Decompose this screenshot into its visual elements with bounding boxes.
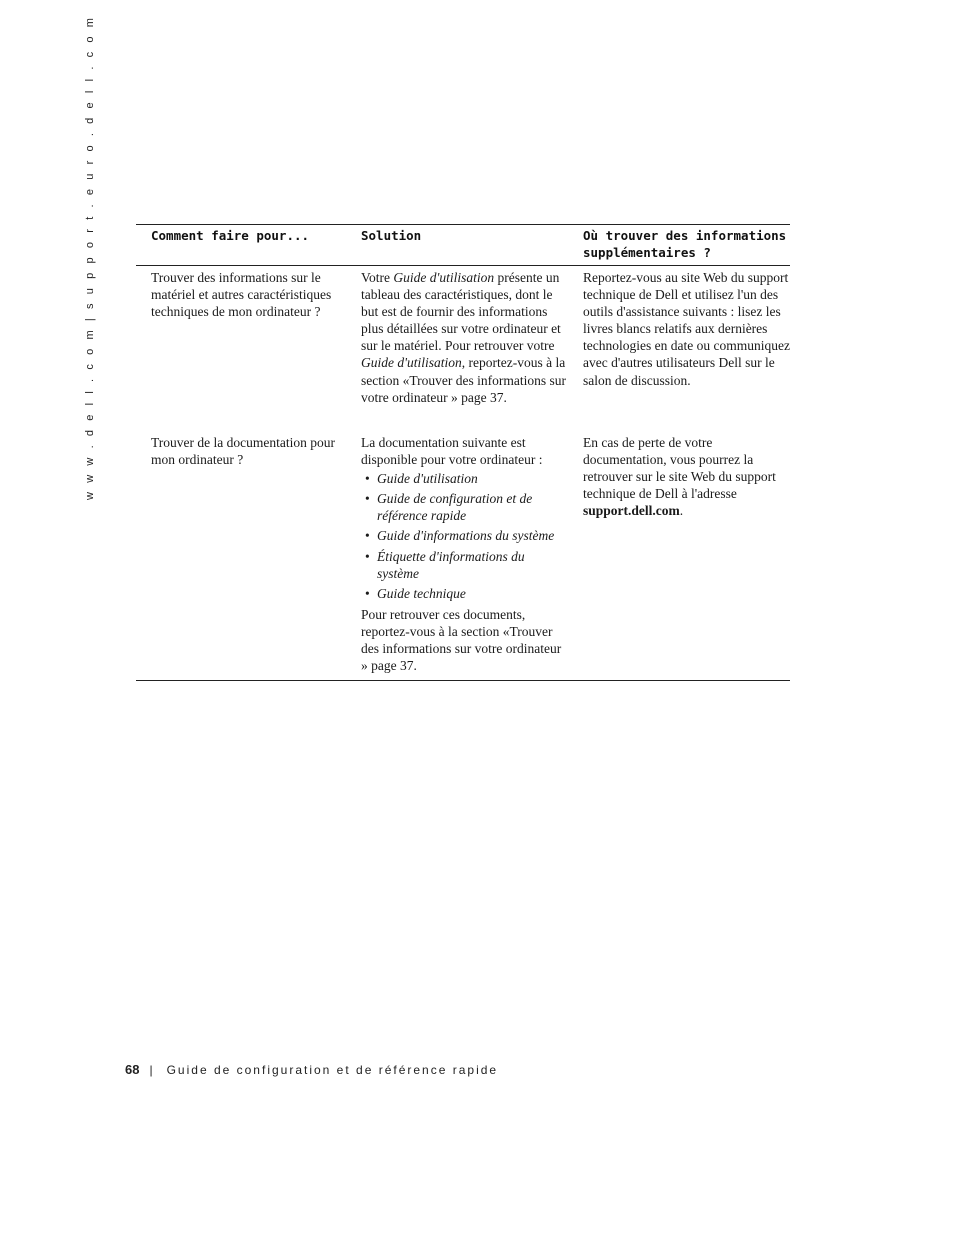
row2-solution — [346, 434, 568, 674]
row1-solution-text-a: Votre — [361, 270, 394, 285]
row1-solution-text-c: présente un tableau des caractéristiques, dont le but est de fournir des informations plus détaillées sur votre ordinateur et sur le matériel. Pour retrouver votre — [361, 270, 561, 354]
side-url-text: w w w . d e l l . c o m | s u p p o r t . e u r o . d e l l . c o m — [84, 14, 96, 500]
footer-separator: | — [149, 1063, 153, 1077]
footer-title: Guide de configuration et de référence rapide — [166, 1063, 499, 1077]
table-row — [136, 266, 790, 430]
page-footer — [125, 1062, 498, 1077]
row1-guide-title-a: Guide d'utilisation — [393, 270, 495, 285]
list-item: • Guide d'informations du système — [361, 527, 568, 544]
list-item: • Guide technique — [361, 585, 568, 602]
table-row — [136, 430, 790, 680]
support-link[interactable]: support.dell.com — [583, 503, 680, 519]
header-more-info: Où trouver des informations supplémentaires ? — [583, 228, 787, 260]
row2-more-info-end: . — [679, 503, 684, 519]
list-item: • Guide de configuration et de référence rapide — [361, 490, 568, 524]
list-item: • Guide d'utilisation — [361, 470, 568, 487]
documentation-list — [361, 470, 568, 602]
table-header-row — [136, 225, 790, 266]
row2-more-info — [568, 434, 790, 674]
row2-question: Trouver de la documentation pour mon ordinateur ? — [151, 435, 335, 468]
row1-solution — [346, 269, 568, 430]
row1-question: Trouver des informations sur le matériel et autres caractéristiques techniques de mon ordinateur ? — [151, 270, 332, 320]
page-number: 68 — [125, 1062, 140, 1077]
header-solution: Solution — [361, 228, 422, 243]
row1-more-info: Reportez-vous au site Web du support technique de Dell et utilisez l'un des outils d'assistance suivants : lisez les livres blancs relatifs aux dernières technologies en date ou communiquez avec d'autres utilisateurs Dell sur le salon de discussion. — [583, 270, 790, 388]
header-how-to: Comment faire pour... — [151, 228, 310, 243]
row2-more-info-text: En cas de perte de votre documentation, vous pourrez la retrouver sur le site Web du support technique de Dell à l'adresse — [583, 435, 776, 502]
row1-guide-title-b: Guide d'utilisation — [361, 355, 462, 371]
list-item: • Étiquette d'informations du système — [361, 548, 568, 582]
row2-solution-outro: Pour retrouver ces documents, reportez-vous à la section «Trouver des informations sur votre ordinateur » page 37. — [361, 606, 562, 674]
row2-solution-intro: La documentation suivante est disponible pour votre ordinateur : — [361, 435, 543, 468]
row1-solution-text-e: , reportez-vous à la section «Trouver des informations sur votre ordinateur » page 37. — [361, 355, 566, 405]
info-table — [136, 224, 790, 681]
